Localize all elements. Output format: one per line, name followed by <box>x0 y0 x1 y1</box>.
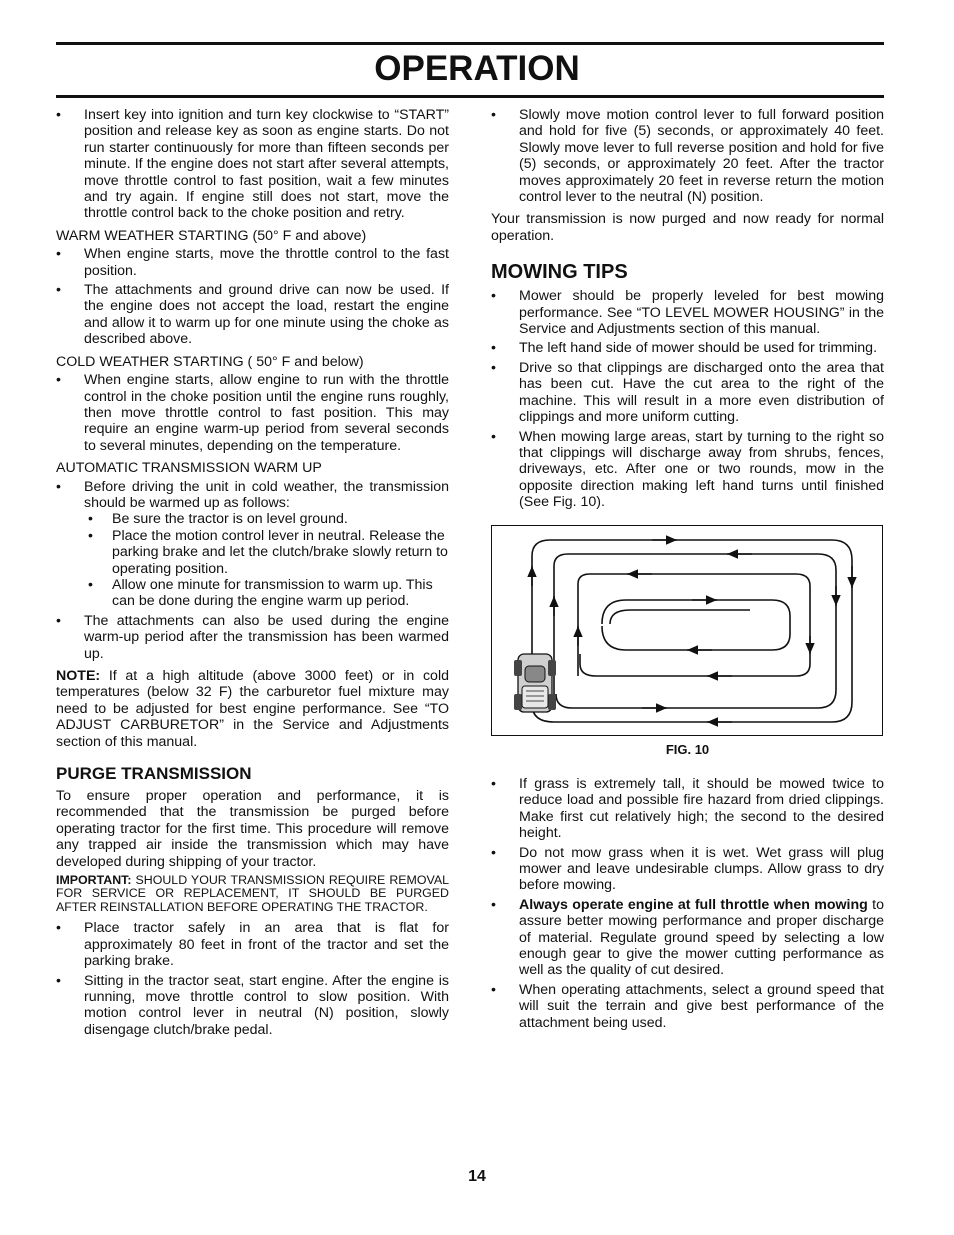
auto-transmission-heading: AUTOMATIC TRANSMISSION WARM UP <box>56 460 322 477</box>
important-notice <box>56 874 449 914</box>
header-rule-top <box>56 42 884 45</box>
cold-weather-heading: COLD WEATHER STARTING ( 50° F and below) <box>56 353 364 370</box>
warm-weather-heading: WARM WEATHER STARTING (50° F and above) <box>56 227 367 244</box>
sub-list-item: • Be sure the tractor is on level ground. <box>84 511 449 527</box>
header-rule-bottom <box>56 95 884 98</box>
list-item <box>491 897 884 979</box>
note-label: NOTE: <box>56 668 101 684</box>
purge-transmission-heading: PURGE TRANSMISSION <box>56 764 252 784</box>
tractor-illustration <box>514 654 556 712</box>
list-item: • Mower should be properly leveled for best mowing performance. See “TO LEVEL MOWER HOUSING” in the Service and Adjustments section of this manual. <box>491 288 884 337</box>
note-text: If at a high altitude (above 3000 feet) or in cold temperatures (below 32 F) the carburetor fuel mixture may need to be adjusted for best engine performance. See “TO ADJUST CARBURETOR” in the Service and Adjustments section of this manual. <box>56 668 449 750</box>
sub-list-item: • Place the motion control lever in neutral. Release the parking brake and let the clutch/brake slowly return to operating position. <box>84 528 449 577</box>
left-column <box>56 107 449 1041</box>
warm-weather-bullets <box>56 246 449 347</box>
list-item: • When engine starts, move the throttle control to the fast position. <box>56 246 449 279</box>
page-title: OPERATION <box>374 49 580 88</box>
purge-done-text: Your transmission is now purged and now ready for normal operation. <box>491 211 884 244</box>
important-text: SHOULD YOUR TRANSMISSION REQUIRE REMOVAL FOR SERVICE OR REPLACEMENT, IT SHOULD BE PURGED AFTER REINSTALLATION BEFORE OPERATING THE TRACTOR. <box>56 873 449 914</box>
cold-weather-bullets <box>56 372 449 454</box>
list-item: • When mowing large areas, start by turning to the right so that clippings will discharge away from shrubs, fences, driveways, etc. After one or two rounds, mow in the opposite direction making left hand turns until finished (See Fig. 10). <box>491 429 884 511</box>
list-item: • If grass is extremely tall, it should be mowed twice to reduce load and possible fire hazard from dried clippings. Make first cut relatively high; the second to the desired height. <box>491 776 884 842</box>
figure-caption: FIG. 10 <box>665 741 710 757</box>
list-item: • Place tractor safely in an area that is flat for approximately 80 feet in front of the tractor and set the parking brake. <box>56 920 449 969</box>
start-bullets <box>56 107 449 222</box>
list-item: • Sitting in the tractor seat, start engine. After the engine is running, move throttle control to slow position. With motion control lever in neutral (N) position, slowly disengage clutch/brake pedal. <box>56 973 449 1039</box>
mowing-tips-bullets <box>491 288 884 510</box>
purge-bullets-left <box>56 920 449 1038</box>
auto-transmission-bullets <box>56 479 449 662</box>
list-item: • The attachments can also be used during the engine warm-up period after the transmission has been warmed up. <box>56 613 449 662</box>
page-number: 14 <box>468 1168 486 1185</box>
list-item: • Drive so that clippings are discharged onto the area that has been cut. Have the cut area to the right of the machine. This will result in a more even distribution of clippings and more uniform cutting. <box>491 360 884 426</box>
list-item: • When engine starts, allow engine to run with the throttle control in the choke position until the engine runs roughly, then move throttle control to fast position. This may require an engine warm-up period from several seconds to several minutes, depending on the temperature. <box>56 372 449 454</box>
list-item: • Slowly move motion control lever to full forward position and hold for five (5) seconds, or approximately 40 feet. Slowly move lever to full reverse position and hold for five (5) seconds, or approximately 20 feet. After the tractor moves approximately 20 feet in reverse return the motion control lever to the neutral (N) position. <box>491 107 884 205</box>
mowing-pattern-diagram <box>492 526 882 735</box>
bold-warning-text: Always operate engine at full throttle when mowing <box>519 896 868 913</box>
more-mowing-bullets <box>491 776 884 1031</box>
list-item <box>56 479 449 610</box>
important-label: IMPORTANT: <box>56 873 132 888</box>
list-item: • Do not mow grass when it is wet. Wet grass will plug mower and leave undesirable clumps. Allow grass to dry before mowing. <box>491 845 884 894</box>
sub-list-item: • Allow one minute for transmission to warm up. This can be done during the engine warm up period. <box>84 577 449 610</box>
list-item: • The left hand side of mower should be used for trimming. <box>491 340 884 356</box>
mowing-pattern-figure <box>491 525 883 736</box>
list-item: • When operating attachments, select a ground speed that will suit the terrain and give best performance of the attachment being used. <box>491 982 884 1031</box>
purge-intro: To ensure proper operation and performance, it is recommended that the transmission be purged before operating tractor for the first time. This procedure will remove any trapped air inside the transmission which may have developed during shipping of your tractor. <box>56 788 449 870</box>
sub-bullets <box>84 511 449 609</box>
list-item-text: to assure better mowing performance and proper discharge of material. Regulate ground speed by selecting a low enough gear to give the mower cutting performance as well as the quality of cut desired. <box>519 896 884 979</box>
right-column <box>491 107 884 1034</box>
list-item: • The attachments and ground drive can now be used. If the engine does not accept the load, restart the engine and allow it to warm up for one minute using the choke as described above. <box>56 282 449 348</box>
list-item-text: Before driving the unit in cold weather, the transmission should be warmed up as follows: <box>84 478 449 511</box>
list-item: • Insert key into ignition and turn key clockwise to “START” position and release key as soon as engine starts. Do not run starter continuously for more than fifteen seconds per minute. If the engine does not start after several attempts, move throttle control to fast position, wait a few minutes and try again. If engine still does not start, move the throttle control back to the choke position and retry. <box>56 107 449 222</box>
purge-bullets-right <box>491 107 884 205</box>
mowing-tips-heading: MOWING TIPS <box>491 261 628 284</box>
note-paragraph <box>56 668 449 750</box>
